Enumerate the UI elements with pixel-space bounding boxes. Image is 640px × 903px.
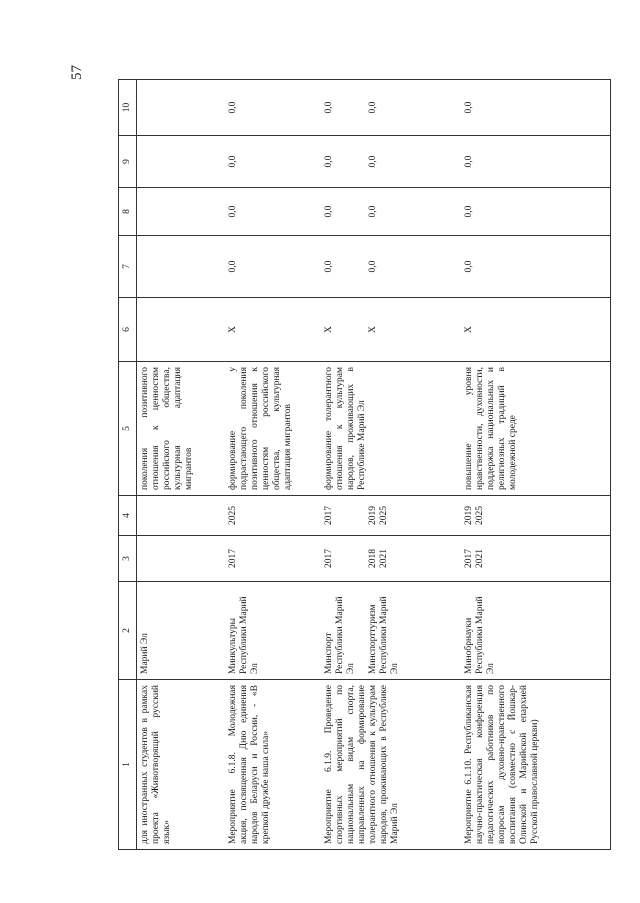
col9-cell (137, 136, 225, 188)
measure-cell: Мероприятие 6.1.9. Проведение спортивных мероприятий по национальным видам спорта, направленных на формирование толерантного отношения к культурам народов, проживающих в Республике Марий Эл (321, 680, 461, 850)
start-year-cell (321, 536, 461, 582)
value: 0,0 (323, 101, 334, 114)
col10-cell: 0,0 (461, 80, 611, 136)
col-header-1: 1 (119, 680, 137, 850)
col6-cell (137, 298, 225, 362)
col9-cell: 0,0 (225, 136, 321, 188)
year-value: 2021 (474, 549, 485, 568)
col9-cell (321, 136, 461, 188)
table-row (321, 80, 461, 850)
value: 0,0 (367, 101, 378, 114)
col-header-2: 2 (119, 582, 137, 680)
value: 0,0 (367, 260, 378, 273)
year-value: 2019 (463, 506, 474, 525)
year-value: 2017 (323, 549, 334, 568)
table-row (461, 80, 611, 850)
col-header-9: 9 (119, 136, 137, 188)
executor-cell: Марий Эл (137, 582, 225, 680)
year-value: 2017 (323, 506, 334, 525)
col8-cell: 0,0 (461, 188, 611, 236)
col8-cell: 0,0 (225, 188, 321, 236)
value: X (323, 326, 334, 333)
year-value: 2017 (463, 549, 474, 568)
result-cell: поколения позитивного отношения к ценностям российского общества, культурная адаптация мигрантов (137, 362, 225, 496)
value: X (367, 326, 378, 333)
result-cell: повышение уровня нравственности, духовности, поддержка национальных и религиозных традиций в молодежной среде (461, 362, 611, 496)
executor-line: Минспорт Республики Марий Эл (323, 596, 356, 674)
end-year-cell: 2025 (225, 496, 321, 536)
col6-cell (321, 298, 461, 362)
end-year-cell (461, 496, 611, 536)
header-row (119, 80, 137, 850)
col6-cell: X (461, 298, 611, 362)
value: 0,0 (323, 155, 334, 168)
measure-cell: Мероприятие 6.1.10. Республиканская научно-практическая конференция педагогических работников по вопросам духовно-нравственного воспитания (совместно с Йошкар-Олинской и Марийской епархией Русской православной церкви) (461, 680, 611, 850)
rotated-table-container (118, 80, 618, 850)
col-header-4: 4 (119, 496, 137, 536)
col10-cell (321, 80, 461, 136)
page-number: 57 (69, 65, 85, 80)
start-year-cell (137, 536, 225, 582)
col7-cell (137, 236, 225, 298)
col8-cell (137, 188, 225, 236)
executor-line: Минспорттуризм Республики Марий Эл (367, 596, 400, 674)
table-row (137, 80, 225, 850)
value: 0,0 (367, 205, 378, 218)
value: 0,0 (323, 260, 334, 273)
col10-cell: 0,0 (225, 80, 321, 136)
col7-cell: 0,0 (225, 236, 321, 298)
year-value: 2019 (367, 506, 378, 525)
program-table (118, 79, 611, 850)
executor-cell (321, 582, 461, 680)
executor-cell: Минкультуры Республики Марий Эл (225, 582, 321, 680)
result-cell: формирование у подрастающего поколения позитивного отношения к ценностям российского общества, культурная адаптация мигрантов (225, 362, 321, 496)
start-year-cell (461, 536, 611, 582)
col-header-7: 7 (119, 236, 137, 298)
col7-cell (321, 236, 461, 298)
col-header-8: 8 (119, 188, 137, 236)
year-value: 2021 (378, 549, 389, 568)
start-year-cell: 2017 (225, 536, 321, 582)
measure-cell: Мероприятие 6.1.8. Молодежная акция, посвященная Дню единения народов Беларуси и России, - «В крепкой дружбе наша сила» (225, 680, 321, 850)
table-row (225, 80, 321, 850)
end-year-cell (321, 496, 461, 536)
value: 0,0 (323, 205, 334, 218)
col7-cell: 0,0 (461, 236, 611, 298)
col-header-3: 3 (119, 536, 137, 582)
col10-cell (137, 80, 225, 136)
year-value: 2025 (474, 506, 485, 525)
year-value: 2025 (378, 506, 389, 525)
executor-cell: Минобрнауки Республики Марий Эл (461, 582, 611, 680)
result-cell: формирование толерантного отношения к культурам народов, проживающих в Республике Марий Эл (321, 362, 461, 496)
col-header-6: 6 (119, 298, 137, 362)
measure-cell: для иностранных студентов в рамках проекта «Животворящий русский язык» (137, 680, 225, 850)
col-header-5: 5 (119, 362, 137, 496)
year-value: 2018 (367, 549, 378, 568)
col9-cell: 0,0 (461, 136, 611, 188)
col6-cell: X (225, 298, 321, 362)
col8-cell (321, 188, 461, 236)
value: 0,0 (367, 155, 378, 168)
col-header-10: 10 (119, 80, 137, 136)
end-year-cell (137, 496, 225, 536)
